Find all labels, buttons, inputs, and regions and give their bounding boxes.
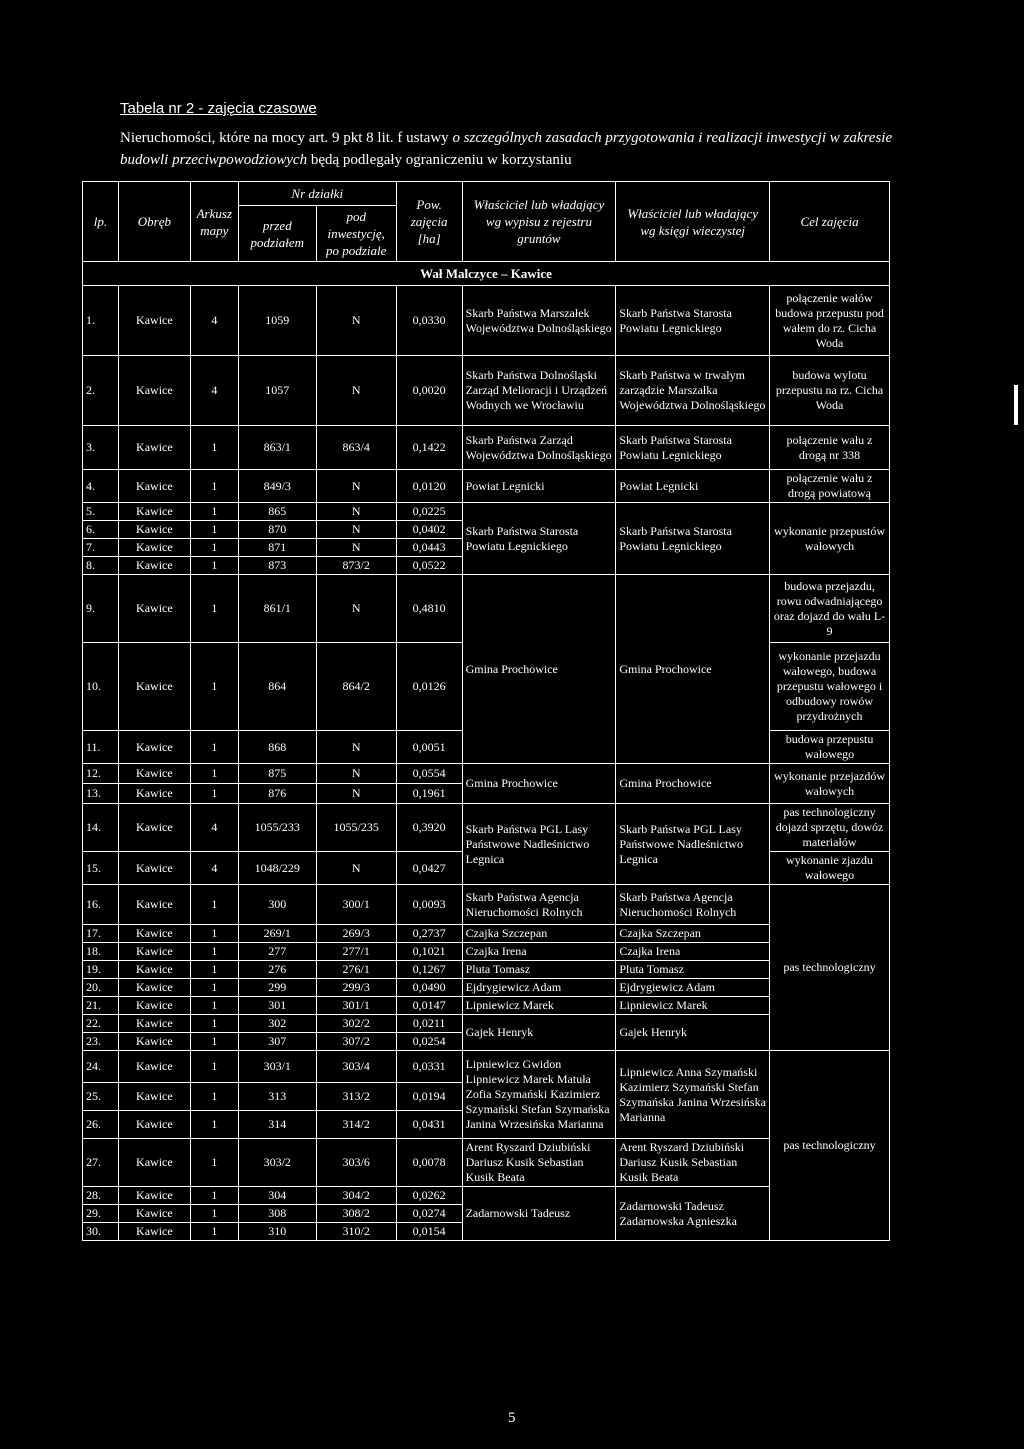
cell-przed: 277 xyxy=(238,943,316,961)
cell-pow: 0,1267 xyxy=(396,961,462,979)
cell-pod: N xyxy=(316,470,396,503)
cell-arkusz: 1 xyxy=(190,925,238,943)
cell-lp: 13. xyxy=(83,784,119,804)
cell-pod: 300/1 xyxy=(316,885,396,925)
section-title: Wał Malczyce – Kawice xyxy=(83,262,890,286)
cell-arkusz: 1 xyxy=(190,1051,238,1083)
col-obreb: Obręb xyxy=(118,182,190,262)
cell-lp: 10. xyxy=(83,643,119,731)
cell-lp: 20. xyxy=(83,979,119,997)
cell-owner-rejestr: Skarb Państwa Marszałek Województwa Dolnośląskiego xyxy=(462,286,616,356)
cell-przed: 868 xyxy=(238,731,316,764)
cell-owner-ksiega: Skarb Państwa Agencja Nieruchomości Rolnych xyxy=(616,885,770,925)
cell-pod: N xyxy=(316,286,396,356)
cell-arkusz: 1 xyxy=(190,885,238,925)
cell-przed: 269/1 xyxy=(238,925,316,943)
cell-przed: 303/2 xyxy=(238,1139,316,1187)
cell-przed: 876 xyxy=(238,784,316,804)
cell-owner-rejestr: Arent Ryszard Dziubiński Dariusz Kusik Sebastian Kusik Beata xyxy=(462,1139,616,1187)
cell-pow: 0,0225 xyxy=(396,503,462,521)
cell-purpose: pas technologiczny xyxy=(770,885,890,1051)
cell-pow: 0,0093 xyxy=(396,885,462,925)
cell-purpose: wykonanie zjazdu wałowego xyxy=(770,852,890,885)
cell-lp: 12. xyxy=(83,764,119,784)
cell-przed: 870 xyxy=(238,521,316,539)
cell-obreb: Kawice xyxy=(118,1187,190,1205)
cell-arkusz: 1 xyxy=(190,557,238,575)
cell-przed: 299 xyxy=(238,979,316,997)
cell-obreb: Kawice xyxy=(118,961,190,979)
cell-owner-ksiega: Lipniewicz Marek xyxy=(616,997,770,1015)
col-cel: Cel zajęcia xyxy=(770,182,890,262)
cell-pow: 0,0154 xyxy=(396,1223,462,1241)
cell-lp: 15. xyxy=(83,852,119,885)
cell-pow: 0,0078 xyxy=(396,1139,462,1187)
cell-obreb: Kawice xyxy=(118,1111,190,1139)
cell-owner-ksiega: Lipniewicz Anna Szymański Kazimierz Szymański Stefan Szymańska Janina Wrzesińska Marianna xyxy=(616,1051,770,1139)
table-row xyxy=(83,503,890,521)
cell-lp: 23. xyxy=(83,1033,119,1051)
cell-pod: N xyxy=(316,731,396,764)
cell-obreb: Kawice xyxy=(118,575,190,643)
cell-pod: 1055/235 xyxy=(316,804,396,852)
table-row xyxy=(83,1051,890,1083)
cell-arkusz: 1 xyxy=(190,1111,238,1139)
cell-lp: 30. xyxy=(83,1223,119,1241)
cell-przed: 313 xyxy=(238,1083,316,1111)
col-wlasciciel-rejestr: Właściciel lub władający wg wypisu z rejestru gruntów xyxy=(462,182,616,262)
table-row xyxy=(83,943,890,961)
col-arkusz: Arkusz mapy xyxy=(190,182,238,262)
cell-owner-ksiega: Skarb Państwa w trwałym zarządzie Marszałka Województwa Dolnośląskiego xyxy=(616,356,770,426)
cell-pod: 873/2 xyxy=(316,557,396,575)
col-wlasciciel-ksiega: Właściciel lub władający wg księgi wieczystej xyxy=(616,182,770,262)
cell-obreb: Kawice xyxy=(118,925,190,943)
cell-owner-ksiega: Skarb Państwa PGL Lasy Państwowe Nadleśnictwo Legnica xyxy=(616,804,770,885)
col-nr-dzialki: Nr działki xyxy=(238,182,396,206)
cell-arkusz: 1 xyxy=(190,1187,238,1205)
cell-owner-ksiega: Czajka Szczepan xyxy=(616,925,770,943)
cell-przed: 308 xyxy=(238,1205,316,1223)
page-number: 5 xyxy=(508,1410,516,1426)
cell-lp: 27. xyxy=(83,1139,119,1187)
cell-owner-ksiega: Pluta Tomasz xyxy=(616,961,770,979)
cell-arkusz: 1 xyxy=(190,784,238,804)
cell-obreb: Kawice xyxy=(118,784,190,804)
cell-pow: 0,0020 xyxy=(396,356,462,426)
table-row xyxy=(83,356,890,426)
cell-purpose: połączenie wału z drogą nr 338 xyxy=(770,426,890,470)
cell-lp: 6. xyxy=(83,521,119,539)
cell-arkusz: 1 xyxy=(190,521,238,539)
cell-lp: 19. xyxy=(83,961,119,979)
cell-obreb: Kawice xyxy=(118,470,190,503)
cell-arkusz: 1 xyxy=(190,1083,238,1111)
cell-obreb: Kawice xyxy=(118,1205,190,1223)
cell-lp: 26. xyxy=(83,1111,119,1139)
cell-owner-ksiega: Powiat Legnicki xyxy=(616,470,770,503)
table-row xyxy=(83,885,890,925)
cell-lp: 3. xyxy=(83,426,119,470)
cell-purpose: pas technologiczny dojazd sprzętu, dowóz materiałów xyxy=(770,804,890,852)
cell-lp: 17. xyxy=(83,925,119,943)
cell-przed: 1059 xyxy=(238,286,316,356)
cell-arkusz: 4 xyxy=(190,804,238,852)
cell-pod: N xyxy=(316,764,396,784)
cell-pod: 310/2 xyxy=(316,1223,396,1241)
cell-owner-rejestr: Skarb Państwa Agencja Nieruchomości Rolnych xyxy=(462,885,616,925)
cell-arkusz: 1 xyxy=(190,643,238,731)
cell-przed: 1048/229 xyxy=(238,852,316,885)
table-row xyxy=(83,286,890,356)
table-title: Tabela nr 2 - zajęcia czasowe xyxy=(120,100,317,117)
cell-lp: 1. xyxy=(83,286,119,356)
cell-lp: 25. xyxy=(83,1083,119,1111)
cell-owner-rejestr: Lipniewicz Marek xyxy=(462,997,616,1015)
cell-owner-ksiega: Ejdrygiewicz Adam xyxy=(616,979,770,997)
intro-text xyxy=(120,127,920,171)
cell-owner-rejestr: Pluta Tomasz xyxy=(462,961,616,979)
cell-pod: N xyxy=(316,503,396,521)
cell-obreb: Kawice xyxy=(118,1083,190,1111)
cell-lp: 2. xyxy=(83,356,119,426)
cell-pow: 0,0274 xyxy=(396,1205,462,1223)
intro-part1: Nieruchomości, które na mocy art. 9 pkt 8 lit. f ustawy xyxy=(120,130,453,146)
cell-owner-rejestr: Gajek Henryk xyxy=(462,1015,616,1051)
cell-lp: 22. xyxy=(83,1015,119,1033)
cell-obreb: Kawice xyxy=(118,539,190,557)
cell-przed: 314 xyxy=(238,1111,316,1139)
cell-purpose: budowa przejazdu, rowu odwadniającego oraz dojazd do wału L-9 xyxy=(770,575,890,643)
cell-owner-rejestr: Skarb Państwa PGL Lasy Państwowe Nadleśnictwo Legnica xyxy=(462,804,616,885)
cell-purpose: wykonanie przepustów wałowych xyxy=(770,503,890,575)
cell-pow: 0,4810 xyxy=(396,575,462,643)
cell-pow: 0,0402 xyxy=(396,521,462,539)
cell-arkusz: 1 xyxy=(190,961,238,979)
cell-lp: 4. xyxy=(83,470,119,503)
cell-przed: 875 xyxy=(238,764,316,784)
cell-arkusz: 1 xyxy=(190,764,238,784)
cell-purpose: wykonanie przejazdów wałowych xyxy=(770,764,890,804)
cell-arkusz: 1 xyxy=(190,997,238,1015)
cell-owner-rejestr: Gmina Prochowice xyxy=(462,575,616,764)
cell-purpose: pas technologiczny xyxy=(770,1051,890,1241)
cell-przed: 301 xyxy=(238,997,316,1015)
cell-obreb: Kawice xyxy=(118,643,190,731)
cell-pow: 0,0443 xyxy=(396,539,462,557)
cell-przed: 276 xyxy=(238,961,316,979)
cell-obreb: Kawice xyxy=(118,1223,190,1241)
table-row xyxy=(83,1015,890,1033)
table-row xyxy=(83,575,890,643)
cell-arkusz: 1 xyxy=(190,1033,238,1051)
table-row xyxy=(83,470,890,503)
cell-arkusz: 1 xyxy=(190,943,238,961)
cell-przed: 871 xyxy=(238,539,316,557)
cell-obreb: Kawice xyxy=(118,1015,190,1033)
cell-pod: N xyxy=(316,356,396,426)
cell-pod: 301/1 xyxy=(316,997,396,1015)
col-pow: Pow. zajęcia [ha] xyxy=(396,182,462,262)
cell-przed: 861/1 xyxy=(238,575,316,643)
cell-owner-rejestr: Powiat Legnicki xyxy=(462,470,616,503)
cell-przed: 300 xyxy=(238,885,316,925)
cell-arkusz: 1 xyxy=(190,470,238,503)
cell-purpose: budowa wylotu przepustu na rz. Cicha Woda xyxy=(770,356,890,426)
cell-przed: 873 xyxy=(238,557,316,575)
cell-lp: 24. xyxy=(83,1051,119,1083)
cell-owner-ksiega: Arent Ryszard Dziubiński Dariusz Kusik Sebastian Kusik Beata xyxy=(616,1139,770,1187)
table-row xyxy=(83,1139,890,1187)
cell-pow: 0,0194 xyxy=(396,1083,462,1111)
cell-pow: 0,1422 xyxy=(396,426,462,470)
cell-obreb: Kawice xyxy=(118,1033,190,1051)
cell-arkusz: 1 xyxy=(190,1015,238,1033)
cell-arkusz: 1 xyxy=(190,575,238,643)
cell-owner-ksiega: Skarb Państwa Starosta Powiatu Legnickiego xyxy=(616,503,770,575)
cell-lp: 18. xyxy=(83,943,119,961)
cell-lp: 16. xyxy=(83,885,119,925)
cell-pod: 313/2 xyxy=(316,1083,396,1111)
cell-owner-ksiega: Skarb Państwa Starosta Powiatu Legnickiego xyxy=(616,426,770,470)
cell-pod: 302/2 xyxy=(316,1015,396,1033)
cell-pod: N xyxy=(316,852,396,885)
cell-owner-rejestr: Zadarnowski Tadeusz xyxy=(462,1187,616,1241)
cell-owner-ksiega: Gajek Henryk xyxy=(616,1015,770,1051)
cell-pow: 0,0331 xyxy=(396,1051,462,1083)
col-pod: pod inwestycję, po podziale xyxy=(316,206,396,262)
cell-owner-rejestr: Lipniewicz Gwidon Lipniewicz Marek Matuła Zofia Szymański Kazimierz Szymański Stefan Szymańska Janina Wrzesińska Marianna xyxy=(462,1051,616,1139)
cell-pow: 0,0554 xyxy=(396,764,462,784)
cell-pod: 303/4 xyxy=(316,1051,396,1083)
cell-lp: 21. xyxy=(83,997,119,1015)
cell-obreb: Kawice xyxy=(118,731,190,764)
cell-pow: 0,0490 xyxy=(396,979,462,997)
cell-pow: 0,3920 xyxy=(396,804,462,852)
cell-przed: 1057 xyxy=(238,356,316,426)
cell-purpose: połączenie wału z drogą powiatową xyxy=(770,470,890,503)
table-row xyxy=(83,764,890,784)
cell-obreb: Kawice xyxy=(118,852,190,885)
cell-pod: 307/2 xyxy=(316,1033,396,1051)
page-edge-mark xyxy=(1014,385,1018,425)
cell-owner-ksiega: Zadarnowski Tadeusz Zadarnowska Agnieszka xyxy=(616,1187,770,1241)
cell-obreb: Kawice xyxy=(118,1139,190,1187)
cell-pow: 0,0262 xyxy=(396,1187,462,1205)
cell-obreb: Kawice xyxy=(118,997,190,1015)
cell-owner-rejestr: Czajka Szczepan xyxy=(462,925,616,943)
cell-pow: 0,0051 xyxy=(396,731,462,764)
cell-purpose: wykonanie przejazdu wałowego, budowa przepustu wałowego i odbudowy rowów przydrożnych xyxy=(770,643,890,731)
cell-owner-rejestr: Gmina Prochowice xyxy=(462,764,616,804)
cell-lp: 5. xyxy=(83,503,119,521)
cell-arkusz: 1 xyxy=(190,426,238,470)
cell-obreb: Kawice xyxy=(118,521,190,539)
cell-pow: 0,0254 xyxy=(396,1033,462,1051)
cell-przed: 310 xyxy=(238,1223,316,1241)
cell-pow: 0,0126 xyxy=(396,643,462,731)
cell-purpose: budowa przepustu wałowego xyxy=(770,731,890,764)
table-row xyxy=(83,804,890,852)
cell-arkusz: 1 xyxy=(190,1139,238,1187)
cell-pow: 0,2737 xyxy=(396,925,462,943)
cell-pow: 0,0147 xyxy=(396,997,462,1015)
cell-owner-rejestr: Ejdrygiewicz Adam xyxy=(462,979,616,997)
cell-pod: 864/2 xyxy=(316,643,396,731)
cell-obreb: Kawice xyxy=(118,979,190,997)
cell-pod: 276/1 xyxy=(316,961,396,979)
cell-obreb: Kawice xyxy=(118,804,190,852)
intro-part2: będą podlegały ograniczeniu w korzystaniu xyxy=(307,152,572,168)
cell-lp: 11. xyxy=(83,731,119,764)
cell-pod: 277/1 xyxy=(316,943,396,961)
cell-arkusz: 1 xyxy=(190,731,238,764)
cell-pod: 314/2 xyxy=(316,1111,396,1139)
cell-obreb: Kawice xyxy=(118,1051,190,1083)
cell-obreb: Kawice xyxy=(118,503,190,521)
table-row xyxy=(83,979,890,997)
cell-owner-rejestr: Czajka Irena xyxy=(462,943,616,961)
cell-pod: N xyxy=(316,784,396,804)
cell-pow: 0,1021 xyxy=(396,943,462,961)
cell-owner-rejestr: Skarb Państwa Dolnośląski Zarząd Melioracji i Urządzeń Wodnych we Wrocławiu xyxy=(462,356,616,426)
cell-przed: 304 xyxy=(238,1187,316,1205)
table-row xyxy=(83,925,890,943)
cell-owner-rejestr: Skarb Państwa Zarząd Województwa Dolnośląskiego xyxy=(462,426,616,470)
cell-pod: N xyxy=(316,521,396,539)
cell-arkusz: 4 xyxy=(190,356,238,426)
cell-lp: 8. xyxy=(83,557,119,575)
cell-lp: 29. xyxy=(83,1205,119,1223)
cell-pod: 269/3 xyxy=(316,925,396,943)
cell-obreb: Kawice xyxy=(118,557,190,575)
cell-lp: 14. xyxy=(83,804,119,852)
cell-przed: 865 xyxy=(238,503,316,521)
cell-owner-ksiega: Czajka Irena xyxy=(616,943,770,961)
cell-purpose: połączenie wałów budowa przepustu pod wałem do rz. Cicha Woda xyxy=(770,286,890,356)
cell-przed: 302 xyxy=(238,1015,316,1033)
table-row xyxy=(83,426,890,470)
col-lp: lp. xyxy=(83,182,119,262)
cell-pod: 299/3 xyxy=(316,979,396,997)
table-row xyxy=(83,961,890,979)
cell-obreb: Kawice xyxy=(118,286,190,356)
cell-przed: 1055/233 xyxy=(238,804,316,852)
table-row xyxy=(83,1187,890,1205)
cell-obreb: Kawice xyxy=(118,764,190,784)
cell-pod: 303/6 xyxy=(316,1139,396,1187)
table-row xyxy=(83,997,890,1015)
cell-pow: 0,0120 xyxy=(396,470,462,503)
cell-przed: 849/3 xyxy=(238,470,316,503)
page-header xyxy=(120,100,920,171)
cell-pod: N xyxy=(316,575,396,643)
cell-pod: 304/2 xyxy=(316,1187,396,1205)
cell-pow: 0,0427 xyxy=(396,852,462,885)
cell-arkusz: 4 xyxy=(190,286,238,356)
cell-arkusz: 1 xyxy=(190,539,238,557)
cell-pow: 0,1961 xyxy=(396,784,462,804)
cell-arkusz: 1 xyxy=(190,1205,238,1223)
cell-arkusz: 4 xyxy=(190,852,238,885)
cell-pow: 0,0211 xyxy=(396,1015,462,1033)
cell-przed: 864 xyxy=(238,643,316,731)
cell-obreb: Kawice xyxy=(118,943,190,961)
cell-arkusz: 1 xyxy=(190,1223,238,1241)
cell-przed: 307 xyxy=(238,1033,316,1051)
cell-przed: 303/1 xyxy=(238,1051,316,1083)
cell-arkusz: 1 xyxy=(190,979,238,997)
intro-italic: o szczególnych zasadach przygotowania i realizacji inwestycji w zakresie budowli przeciwpowodziowych xyxy=(120,130,893,168)
cell-lp: 9. xyxy=(83,575,119,643)
cell-pow: 0,0522 xyxy=(396,557,462,575)
cell-arkusz: 1 xyxy=(190,503,238,521)
cell-owner-ksiega: Skarb Państwa Starosta Powiatu Legnickiego xyxy=(616,286,770,356)
cell-pod: 308/2 xyxy=(316,1205,396,1223)
cell-lp: 7. xyxy=(83,539,119,557)
cell-owner-rejestr: Skarb Państwa Starosta Powiatu Legnickiego xyxy=(462,503,616,575)
cell-przed: 863/1 xyxy=(238,426,316,470)
cell-obreb: Kawice xyxy=(118,426,190,470)
cell-lp: 28. xyxy=(83,1187,119,1205)
cell-pod: 863/4 xyxy=(316,426,396,470)
cell-pow: 0,0330 xyxy=(396,286,462,356)
properties-table xyxy=(82,181,890,1241)
cell-obreb: Kawice xyxy=(118,356,190,426)
cell-owner-ksiega: Gmina Prochowice xyxy=(616,764,770,804)
cell-pod: N xyxy=(316,539,396,557)
cell-owner-ksiega: Gmina Prochowice xyxy=(616,575,770,764)
cell-pow: 0,0431 xyxy=(396,1111,462,1139)
col-przed: przed podziałem xyxy=(238,206,316,262)
cell-obreb: Kawice xyxy=(118,885,190,925)
